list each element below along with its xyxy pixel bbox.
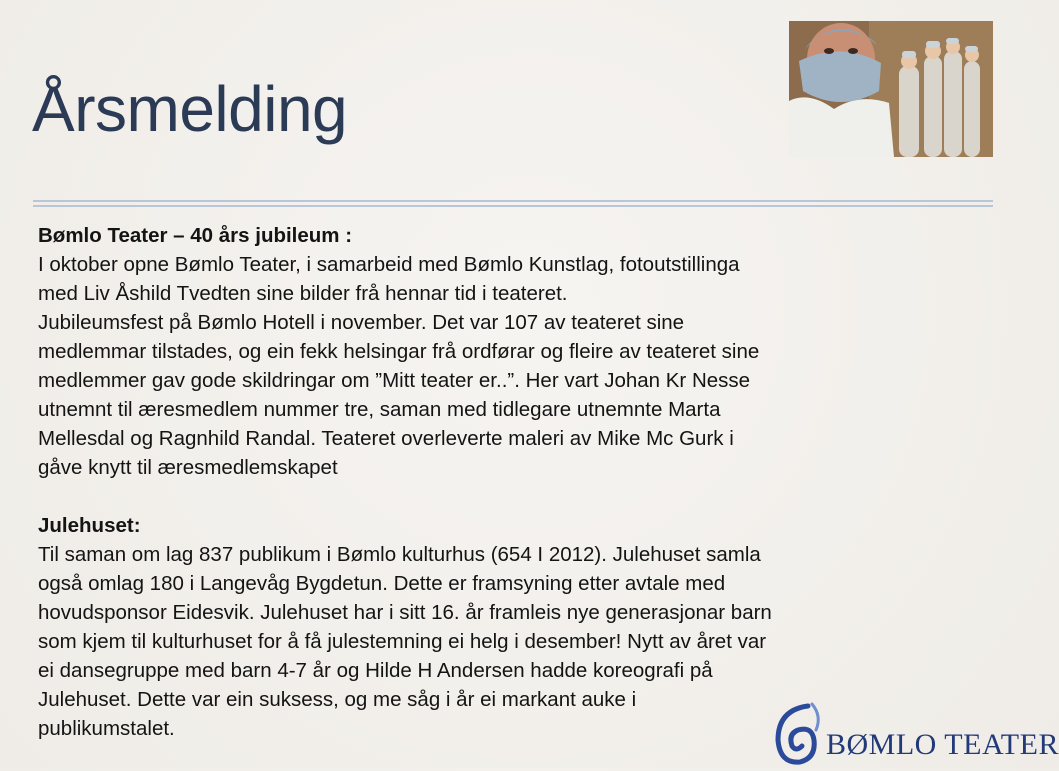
section-spacer — [38, 482, 918, 511]
section-heading-jubileum: Bømlo Teater – 40 års jubileum : — [38, 224, 353, 247]
section-line: hovudsponsor Eidesvik. Julehuset har i sitt 16. år framleis nye generasjonar barn — [38, 601, 772, 624]
annual-report-body — [38, 221, 918, 743]
section-line: Til saman om lag 837 publikum i Bømlo kulturhus (654 I 2012). Julehuset samla — [38, 543, 761, 566]
title-divider — [33, 200, 993, 202]
bomlo-teater-logo — [770, 700, 1059, 766]
section-line: medlemmer gav gode skildringar om ”Mitt teater er..”. Her vart Johan Kr Nesse — [38, 369, 751, 392]
section-line: publikumstalet. — [38, 717, 175, 740]
section-line: I oktober opne Bømlo Teater, i samarbeid med Bømlo Kunstlag, fotoutstillinga — [38, 253, 740, 276]
logo-wordmark: BØMLO TEATER — [826, 728, 1059, 761]
section-line: med Liv Åshild Tvedten sine bilder frå hennar tid i teateret. — [38, 282, 568, 305]
theater-photo — [789, 21, 993, 157]
slide-title: Årsmelding — [32, 73, 348, 145]
section-line: medlemmar tilstades, og ein fekk helsingar frå ordførar og fleire av teateret sine — [38, 340, 760, 363]
section-line: utnemnt til æresmedlem nummer tre, saman med tidlegare utnemnte Marta — [38, 398, 721, 421]
title-divider-second — [33, 205, 993, 207]
section-line: Mellesdal og Ragnhild Randal. Teateret overleverte maleri av Mike Mc Gurk i — [38, 427, 734, 450]
section-line: gåve knytt til æresmedlemskapet — [38, 456, 338, 479]
section-line: også omlag 180 i Langevåg Bygdetun. Dette er framsyning etter avtale med — [38, 572, 726, 595]
section-line: Jubileumsfest på Bømlo Hotell i november. Det var 107 av teateret sine — [38, 311, 685, 334]
section-line: Julehuset. Dette var ein suksess, og me såg i år ei markant auke i — [38, 688, 637, 711]
swirl-logo-icon — [770, 700, 826, 766]
section-line: ei dansegruppe med barn 4-7 år og Hilde H Andersen hadde koreografi på — [38, 659, 713, 682]
section-line: som kjem til kulturhuset for å få julestemning ei helg i desember! Nytt av året var — [38, 630, 767, 653]
section-heading-julehuset: Julehuset: — [38, 514, 141, 537]
